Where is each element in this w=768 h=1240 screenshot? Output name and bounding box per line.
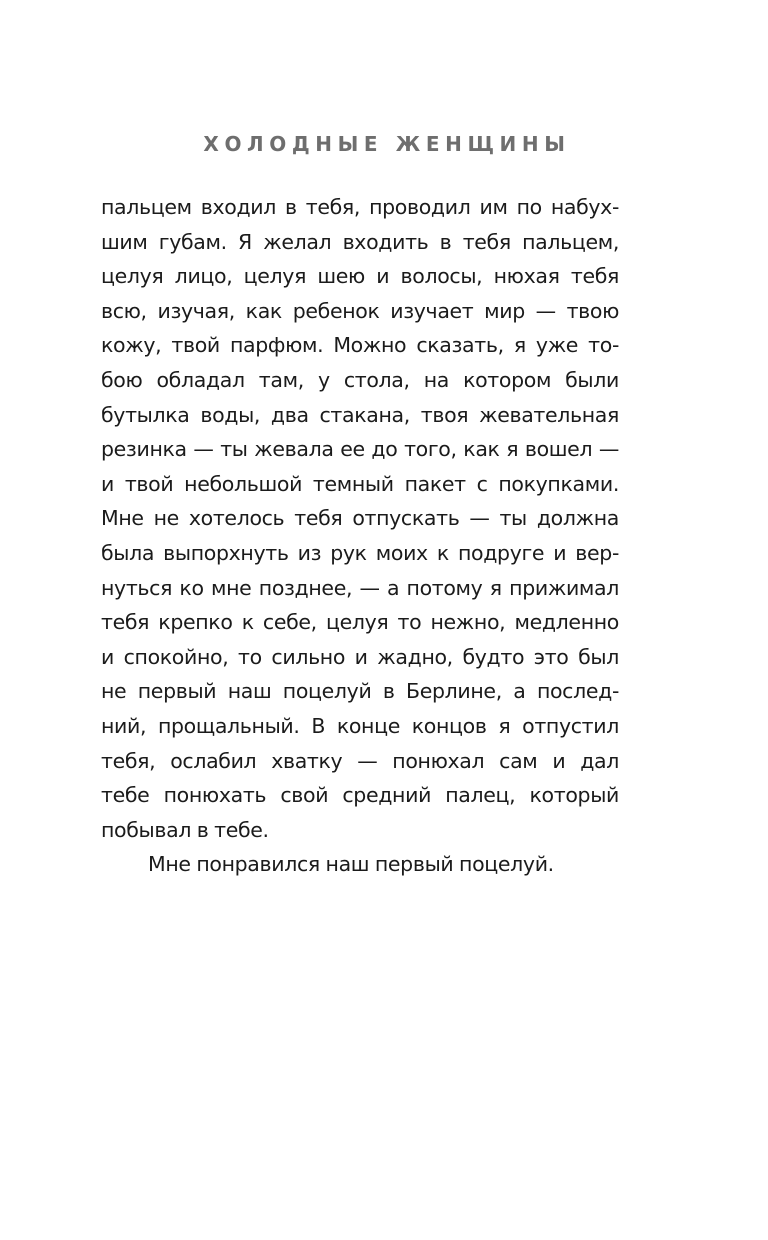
text-line: и спокойно, то сильно и жадно, будто это был [101,644,619,669]
paragraph [101,847,619,882]
text-line: пальцем входил в тебя, проводил им по набух- [101,195,619,219]
body-text [101,190,619,882]
text-line: бою обладал там, у стола, на котором были [101,367,619,392]
text-line: тебя, ослабил хватку — понюхал сам и дал [101,748,619,773]
text-line: Мне понравился наш первый поцелуй. [148,852,554,877]
text-line: тебя крепко к себе, целуя то нежно, медленно [101,610,619,635]
text-line: кожу, твой парфюм. Можно сказать, я уже то- [101,333,619,358]
text-line: Мне не хотелось тебя отпускать — ты должна [101,506,619,531]
text-line: резинка — ты жевала ее до того, как я вошел — [101,437,619,462]
text-line: тебе понюхать свой средний палец, который [101,783,619,808]
text-line: бутылка воды, два стакана, твоя жевательная [101,402,619,427]
text-line: была выпорхнуть из рук моих к подруге и вер- [101,540,619,565]
text-line: не первый наш поцелуй в Берлине, а послед- [101,679,619,704]
text-line: целуя лицо, целуя шею и волосы, нюхая тебя [101,264,619,289]
paragraph [101,190,619,847]
text-line: нуться ко мне позднее, — а потому я прижимал [101,575,619,600]
running-head: ХОЛОДНЫЕ ЖЕНЩИНЫ [203,132,571,156]
text-line: всю, изучая, как ребенок изучает мир — твою [101,298,619,323]
text-line: побывал в тебе. [101,817,269,842]
text-line: и твой небольшой темный пакет с покупками. [101,471,619,496]
text-line: шим губам. Я желал входить в тебя пальцем, [101,229,619,254]
text-line: ний, прощальный. В конце концов я отпустил [101,713,619,738]
